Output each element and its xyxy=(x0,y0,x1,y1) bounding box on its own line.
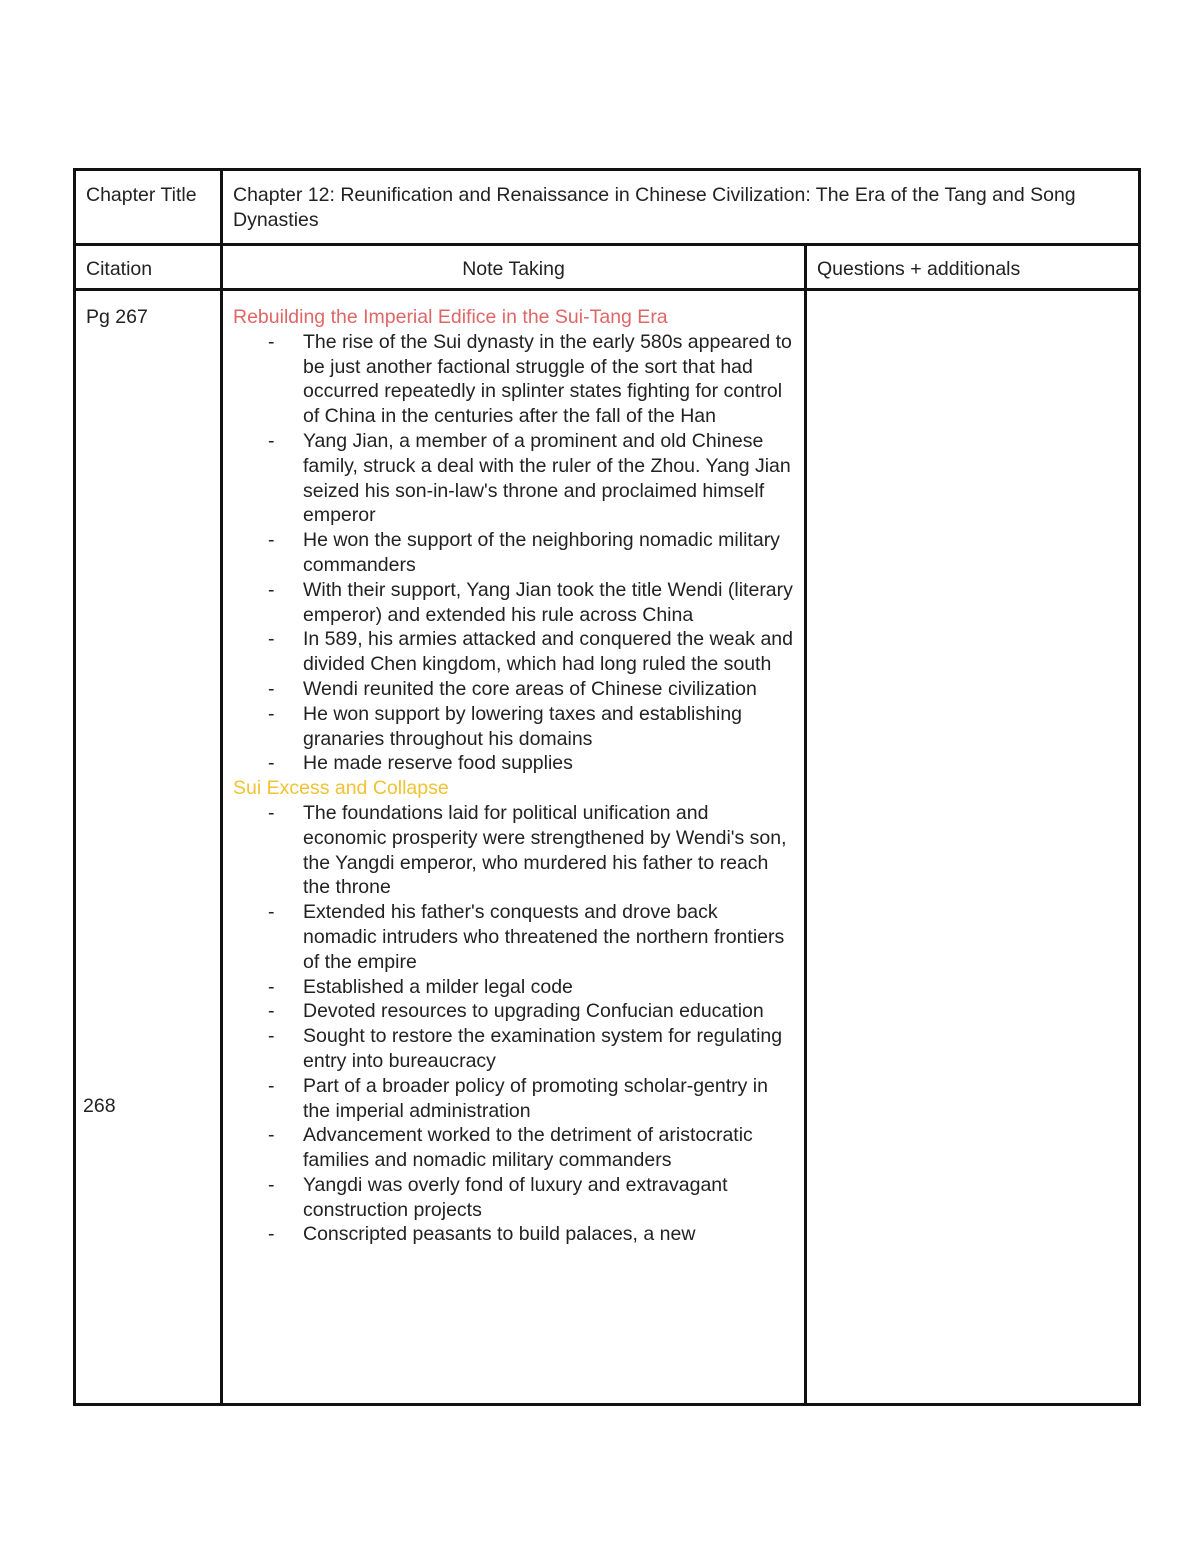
bullet-item xyxy=(268,528,794,578)
bullet-dash: - xyxy=(268,702,275,725)
bullet-dash: - xyxy=(268,1173,275,1196)
bullet-item xyxy=(268,1074,794,1124)
section-heading: Rebuilding the Imperial Edifice in the Sui-Tang Era xyxy=(233,306,668,328)
bullet-text: With their support, Yang Jian took the title Wendi (literary emperor) and extended his rule across China xyxy=(303,578,793,626)
bullet-item xyxy=(268,975,794,1000)
bullet-item xyxy=(268,1173,794,1223)
bullet-dash: - xyxy=(268,1074,275,1097)
bullet-list xyxy=(233,330,794,776)
bullet-dash: - xyxy=(268,628,275,651)
section-heading: Sui Excess and Collapse xyxy=(233,777,449,800)
bullet-dash: - xyxy=(268,429,275,452)
bullet-text: Advancement worked to the detriment of aristocratic families and nomadic military commanders xyxy=(303,1124,753,1172)
bullet-text: The foundations laid for political unification and economic prosperity were strengthened by Wendi's son, the Yangdi emperor, who murdered his father to reach the throne xyxy=(303,801,787,899)
bullet-text: Part of a broader policy of promoting scholar-gentry in the imperial administration xyxy=(303,1074,768,1122)
bullet-text: He won the support of the neighboring nomadic military commanders xyxy=(303,529,780,576)
bullet-dash: - xyxy=(268,801,275,824)
note-taking-cell xyxy=(222,290,806,1405)
bullet-text: The rise of the Sui dynasty in the early 580s appeared to be just another factional struggle of the sort that had occurred repeatedly in splinter states fighting for control of China in the centuries after the fall of the Han xyxy=(303,330,792,428)
bullet-item xyxy=(268,1123,794,1173)
bullet-text: He made reserve food supplies xyxy=(303,752,573,775)
bullet-item xyxy=(268,900,794,974)
chapter-title-value: Chapter 12: Reunification and Renaissance in Chinese Civilization: The Era of the Tang and Song Dynasties xyxy=(222,170,1140,245)
citation-header: Citation xyxy=(75,245,222,290)
column-header-row xyxy=(75,245,1140,290)
bullet-dash: - xyxy=(268,752,275,775)
bullet-item xyxy=(268,1222,794,1247)
bullet-item xyxy=(268,751,794,776)
bullet-text: Yangdi was overly fond of luxury and extravagant construction projects xyxy=(303,1173,728,1221)
questions-cell xyxy=(806,290,1140,1405)
bullet-dash: - xyxy=(268,677,275,700)
citation-cell xyxy=(75,290,222,1405)
notes-body-row xyxy=(75,290,1140,1405)
chapter-title-row xyxy=(75,170,1140,245)
bullet-dash: - xyxy=(268,578,275,601)
bullet-dash: - xyxy=(268,1025,275,1048)
bullet-dash: - xyxy=(268,1000,275,1023)
bullet-text: Devoted resources to upgrading Confucian education xyxy=(303,1000,764,1023)
bullet-dash: - xyxy=(268,901,275,924)
bullet-dash: - xyxy=(268,1223,275,1246)
bullet-text: Conscripted peasants to build palaces, a new xyxy=(303,1223,696,1246)
bullet-dash: - xyxy=(268,1124,275,1147)
bullet-item xyxy=(268,627,794,677)
bullet-text: Sought to restore the examination system for regulating entry into bureaucracy xyxy=(303,1025,783,1072)
bullet-item xyxy=(268,330,794,429)
chapter-title-label: Chapter Title xyxy=(75,170,222,245)
questions-header: Questions + additionals xyxy=(806,245,1140,290)
bullet-item xyxy=(268,677,794,702)
notes-table xyxy=(73,168,1141,1406)
bullet-list xyxy=(233,801,794,1247)
bullet-text: Yang Jian, a member of a prominent and old Chinese family, struck a deal with the ruler of the Zhou. Yang Jian seized his son-in-law's throne and proclaimed himself emperor xyxy=(303,429,791,527)
bullet-item xyxy=(268,429,794,528)
bullet-text: Wendi reunited the core areas of Chinese civilization xyxy=(303,677,757,700)
note-sections xyxy=(233,305,794,1247)
bullet-item xyxy=(268,999,794,1024)
note-taking-header: Note Taking xyxy=(222,245,806,290)
bullet-text: Established a milder legal code xyxy=(303,975,573,998)
citation-page-267: Pg 267 xyxy=(86,306,148,328)
bullet-item xyxy=(268,1024,794,1074)
bullet-item xyxy=(268,801,794,900)
bullet-item xyxy=(268,702,794,752)
bullet-dash: - xyxy=(268,975,275,998)
bullet-dash: - xyxy=(268,330,275,353)
bullet-text: In 589, his armies attacked and conquered the weak and divided Chen kingdom, which had long ruled the south xyxy=(303,628,793,676)
citation-page-268: 268 xyxy=(83,1095,116,1117)
bullet-text: Extended his father's conquests and drove back nomadic intruders who threatened the northern frontiers of the empire xyxy=(303,901,785,973)
bullet-text: He won support by lowering taxes and establishing granaries throughout his domains xyxy=(303,702,743,750)
bullet-dash: - xyxy=(268,529,275,552)
bullet-item xyxy=(268,578,794,628)
